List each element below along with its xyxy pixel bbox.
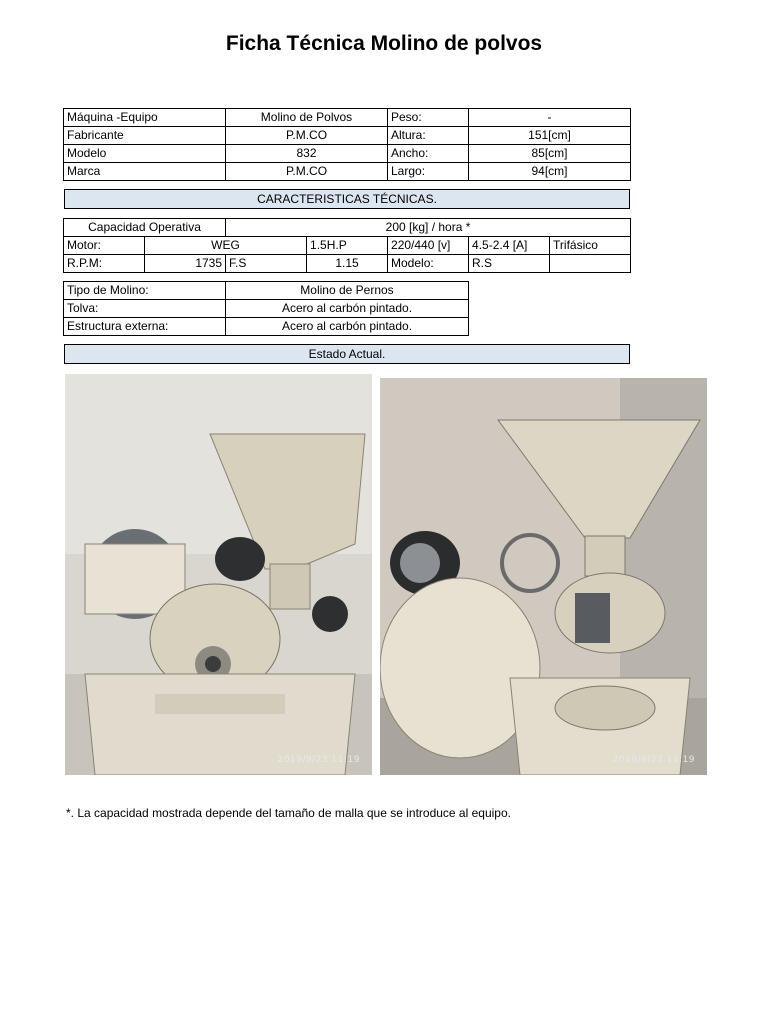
field-label: Tolva:	[64, 300, 226, 318]
field-label: Estructura externa:	[64, 318, 226, 336]
document-title: Ficha Técnica Molino de polvos	[225, 32, 543, 55]
field-label: Marca	[64, 163, 226, 181]
field-value: 85[cm]	[469, 145, 631, 163]
rpm-value: 1735	[145, 255, 226, 273]
materials-table	[63, 281, 469, 336]
table-row	[64, 163, 631, 181]
field-value: Molino de Polvos	[226, 109, 388, 127]
table-row	[64, 237, 631, 255]
section-header-caracteristicas: CARACTERISTICAS TÉCNICAS.	[64, 189, 630, 209]
field-label: Altura:	[388, 127, 469, 145]
general-info-table	[63, 108, 631, 181]
field-label: Largo:	[388, 163, 469, 181]
table-row	[64, 127, 631, 145]
fs-label: F.S	[226, 255, 307, 273]
field-value: 832	[226, 145, 388, 163]
field-value: Molino de Pernos	[226, 282, 469, 300]
field-label: Fabricante	[64, 127, 226, 145]
motor-current: 4.5-2.4 [A]	[469, 237, 550, 255]
field-value: Acero al carbón pintado.	[226, 318, 469, 336]
motor-phase: Trifásico	[550, 237, 631, 255]
machine-photo-side	[380, 378, 707, 775]
capacity-label: Capacidad Operativa	[64, 219, 226, 237]
capacity-footnote: *. La capacidad mostrada depende del tamaño de malla que se introduce al equipo.	[66, 806, 511, 820]
field-value: 151[cm]	[469, 127, 631, 145]
field-label: Máquina -Equipo	[64, 109, 226, 127]
modelo-extra	[550, 255, 631, 273]
table-row	[64, 109, 631, 127]
fs-value: 1.15	[307, 255, 388, 273]
field-label: Ancho:	[388, 145, 469, 163]
field-value: P.M.CO	[226, 163, 388, 181]
section-header-estado: Estado Actual.	[64, 344, 630, 364]
motor-label: Motor:	[64, 237, 145, 255]
machine-photo-front	[65, 374, 372, 775]
table-row	[64, 282, 469, 300]
field-value: Acero al carbón pintado.	[226, 300, 469, 318]
technical-table	[63, 218, 631, 273]
rpm-label: R.P.M:	[64, 255, 145, 273]
motor-hp: 1.5H.P	[307, 237, 388, 255]
modelo-label: Modelo:	[388, 255, 469, 273]
table-row	[64, 255, 631, 273]
field-label: Modelo	[64, 145, 226, 163]
field-value: 94[cm]	[469, 163, 631, 181]
modelo-value: R.S	[469, 255, 550, 273]
motor-brand: WEG	[145, 237, 307, 255]
field-label: Peso:	[388, 109, 469, 127]
field-label: Tipo de Molino:	[64, 282, 226, 300]
field-value: P.M.CO	[226, 127, 388, 145]
motor-voltage: 220/440 [v]	[388, 237, 469, 255]
table-row	[64, 145, 631, 163]
field-value: -	[469, 109, 631, 127]
table-row	[64, 318, 469, 336]
capacity-value: 200 [kg] / hora *	[226, 219, 631, 237]
table-row	[64, 300, 469, 318]
photo-timestamp: 2019/9/23 11:19	[277, 755, 360, 765]
table-row	[64, 219, 631, 237]
photo-timestamp: 2019/9/23 11:19	[612, 755, 695, 765]
